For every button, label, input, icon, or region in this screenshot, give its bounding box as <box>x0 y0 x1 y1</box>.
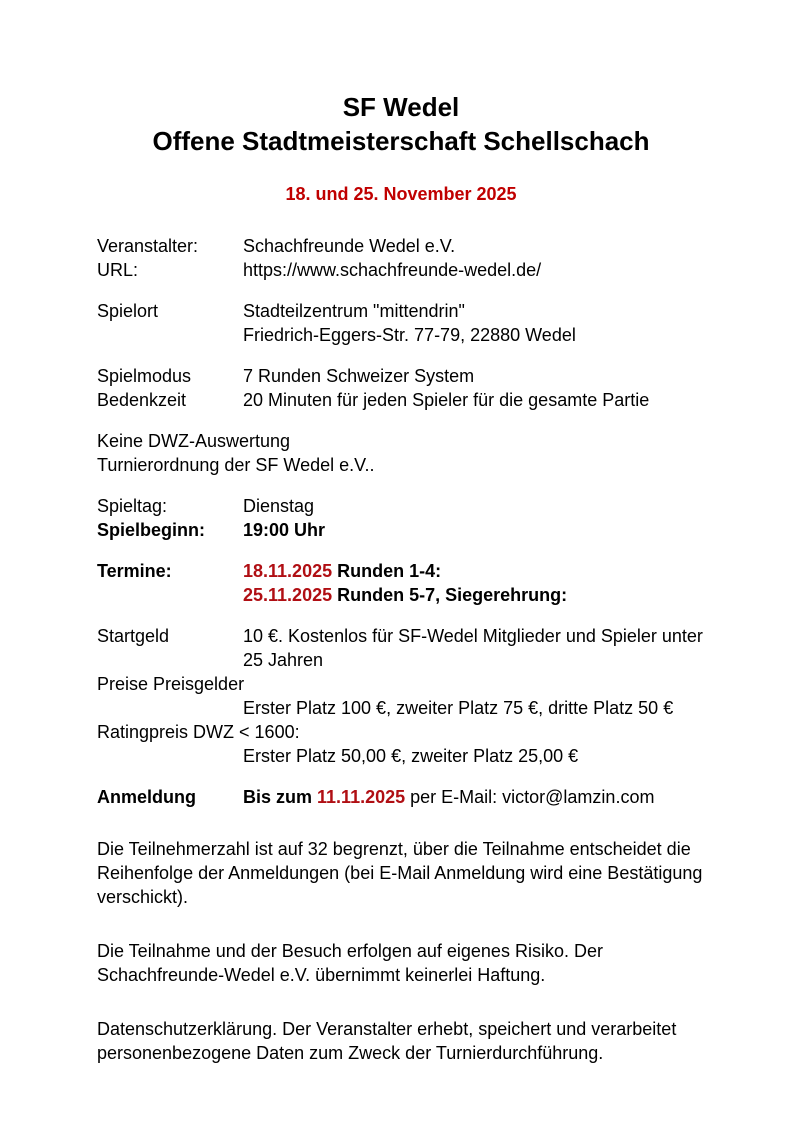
prizes-main: Erster Platz 100 €, zweiter Platz 75 €, dritte Platz 50 € <box>243 698 674 718</box>
organizer-label: Veranstalter: <box>97 236 199 256</box>
time-control-value: 20 Minuten für jeden Spieler für die gesamte Partie <box>243 390 650 410</box>
row-mode <box>97 364 705 388</box>
title-line-1: SF Wedel <box>342 92 460 122</box>
mode-value: 7 Runden Schweizer System <box>243 366 475 386</box>
schedule-text-1: Runden 1-4: <box>332 561 442 581</box>
play-day-value: Dienstag <box>243 496 315 516</box>
schedule-block <box>97 559 705 607</box>
venue-label: Spielort <box>97 301 159 321</box>
url-value: https://www.schachfreunde-wedel.de/ <box>243 260 542 280</box>
row-organizer <box>97 234 705 258</box>
row-url <box>97 258 705 282</box>
time-control-label: Bedenkzeit <box>97 390 187 410</box>
row-venue <box>97 299 705 347</box>
event-date-heading: 18. und 25. November 2025 <box>285 184 517 204</box>
paragraph-participant-limit: Die Teilnehmerzahl ist auf 32 begrenzt, über die Teilnahme entscheidet die Reihenfolge der Anmeldungen (bei E-Mail Anmeldung wird eine Bestätigung verschickt). <box>97 839 703 907</box>
document-title <box>97 90 705 158</box>
row-registration <box>97 785 705 809</box>
mode-label: Spielmodus <box>97 366 192 386</box>
start-time-value: 19:00 Uhr <box>243 520 326 540</box>
mode-block <box>97 364 705 412</box>
organizer-value: Schachfreunde Wedel e.V. <box>243 236 456 256</box>
venue-name: Stadteilzentrum "mittendrin" <box>243 301 465 321</box>
entry-fee-label: Startgeld <box>97 626 170 646</box>
registration-prefix: Bis zum <box>243 787 318 807</box>
organizer-url-block <box>97 234 705 282</box>
schedule-line-2 <box>243 585 567 605</box>
schedule-text-2: Runden 5-7, Siegerehrung: <box>332 585 568 605</box>
row-play-day <box>97 494 705 518</box>
schedule-date-2: 25.11.2025 <box>243 585 333 605</box>
schedule-line-1 <box>243 561 441 581</box>
row-entry-fee <box>97 624 705 672</box>
prizes-heading: Preise Preisgelder <box>97 674 245 694</box>
venue-value <box>243 299 705 347</box>
notes-block <box>97 429 705 477</box>
row-start-time <box>97 518 705 542</box>
note-dwz: Keine DWZ-Auswertung <box>97 431 291 451</box>
prizes-rating: Erster Platz 50,00 €, zweiter Platz 25,00 € <box>243 746 579 766</box>
registration-value <box>243 785 705 809</box>
registration-block <box>97 785 705 809</box>
row-time-control <box>97 388 705 412</box>
paragraph-liability: Die Teilnahme und der Besuch erfolgen auf eigenes Risiko. Der Schachfreunde-Wedel e.V. übernimmt keinerlei Haftung. <box>97 941 603 985</box>
entry-fee-value: 10 €. Kostenlos für SF-Wedel Mitglieder und Spieler unter 25 Jahren <box>243 626 703 670</box>
schedule-date-1: 18.11.2025 <box>243 561 333 581</box>
schedule-value <box>243 559 705 607</box>
prizes-rating-heading: Ratingpreis DWZ < 1600: <box>97 722 300 742</box>
paragraph-privacy: Datenschutzerklärung. Der Veranstalter erhebt, speichert und verarbeitet personenbezogene Daten zum Zweck der Turnierdurchführung. <box>97 1019 677 1063</box>
play-day-label: Spieltag: <box>97 496 168 516</box>
playday-block <box>97 494 705 542</box>
venue-address: Friedrich-Eggers-Str. 77-79, 22880 Wedel <box>243 325 576 345</box>
registration-email-text: per E-Mail: victor@lamzin.com <box>405 787 655 807</box>
start-time-label: Spielbeginn: <box>97 520 205 540</box>
registration-deadline: 11.11.2025 <box>317 787 406 807</box>
title-line-2: Offene Stadtmeisterschaft Schellschach <box>152 126 650 156</box>
note-rules: Turnierordnung der SF Wedel e.V.. <box>97 455 375 475</box>
schedule-label: Termine: <box>97 561 172 581</box>
url-label: URL: <box>97 260 139 280</box>
registration-label: Anmeldung <box>97 787 196 807</box>
venue-block <box>97 299 705 347</box>
row-schedule <box>97 559 705 607</box>
fees-prizes-block <box>97 624 705 768</box>
